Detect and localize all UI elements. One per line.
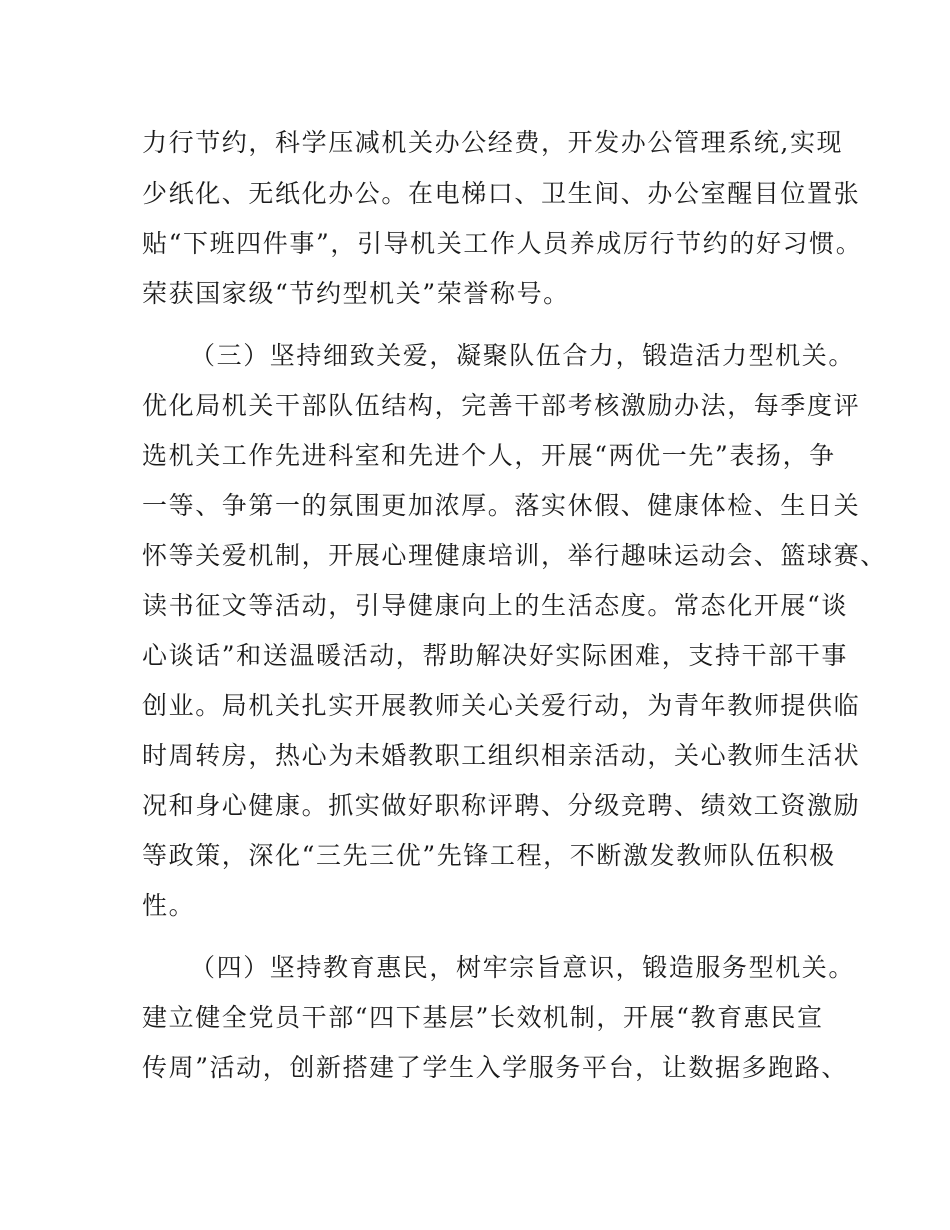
paragraph-line: 一等、争第一的氛围更加浓厚。落实休假、健康体检、生日关 — [142, 491, 861, 520]
paragraph-line: 等政策，深化“三先三优”先锋工程，不断激发教师队伍积极 — [142, 841, 836, 870]
paragraph-line: 创业。局机关扎实开展教师关心关爱行动，为青年教师提供临 — [142, 691, 861, 720]
paragraph-line: 少纸化、无纸化办公。在电梯口、卫生间、办公室醒目位置张 — [142, 179, 861, 208]
paragraph-line: 传周”活动，创新搭建了学生入学服务平台，让数据多跑路、 — [142, 1053, 848, 1082]
paragraph-line: 优化局机关干部队伍结构，完善干部考核激励办法，每季度评 — [142, 391, 861, 420]
paragraph-line: 选机关工作先进科室和先进个人，开展“两优一先”表扬，争 — [142, 441, 836, 470]
paragraph-line: 荣获国家级“节约型机关”荣誉称号。 — [142, 279, 570, 308]
paragraph-line: 心谈话”和送温暖活动，帮助解决好实际困难，支持干部干事 — [142, 641, 848, 670]
paragraph-line: 况和身心健康。抓实做好职称评聘、分级竞聘、绩效工资激励 — [142, 791, 861, 820]
paragraph-line: 贴“下班四件事”，引导机关工作人员养成厉行节约的好习惯。 — [142, 229, 863, 258]
paragraph-line: 力行节约，科学压减机关办公经费，开发办公管理系统,实现 — [142, 128, 844, 157]
paragraph-line: 怀等关爱机制，开展心理健康培训，举行趣味运动会、篮球赛、 — [142, 541, 887, 570]
paragraph-line: 性。 — [142, 891, 196, 920]
paragraph-line: 时周转房，热心为未婚教职工组织相亲活动，关心教师生活状 — [142, 741, 861, 770]
paragraph-line: 读书征文等活动，引导健康向上的生活态度。常态化开展“谈 — [142, 591, 848, 620]
section-heading: （三）坚持细致关爱，凝聚队伍合力，锻造活力型机关。 — [190, 341, 856, 370]
paragraph-line: 建立健全党员干部“四下基层”长效机制，开展“教育惠民宣 — [142, 1003, 824, 1032]
section-heading: （四）坚持教育惠民，树牢宗旨意识，锻造服务型机关。 — [190, 953, 856, 982]
